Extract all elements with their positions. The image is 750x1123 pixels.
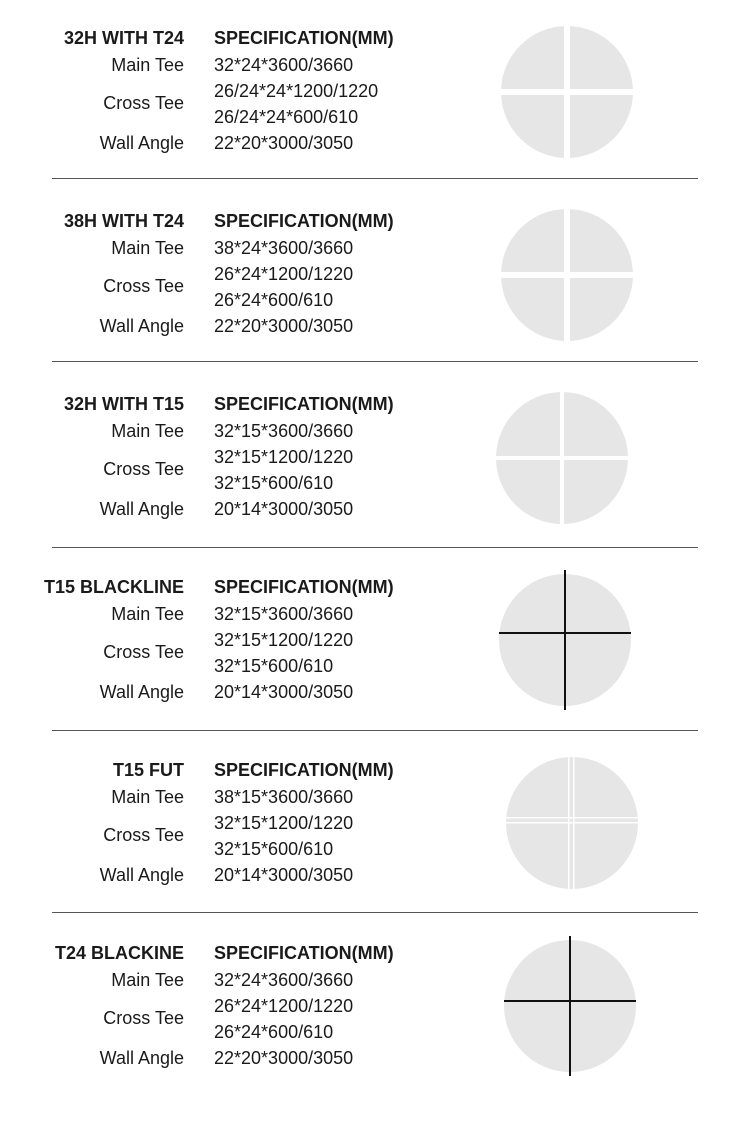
main-tee-spec: 38*24*3600/3660	[214, 238, 354, 258]
section-divider	[52, 912, 698, 913]
wall-angle-spec: 20*14*3000/3050	[214, 682, 354, 702]
section-divider	[52, 547, 698, 548]
main-tee-spec: 38*15*3600/3660	[214, 787, 354, 807]
cross-tee-spec-2: 26*24*600/610	[214, 290, 334, 310]
cross-tee-label: Cross Tee	[103, 1008, 184, 1028]
grid-panel-icon	[495, 570, 635, 710]
grid-panel-icon	[502, 753, 642, 893]
product-section	[0, 208, 750, 391]
wall-angle-spec: 20*14*3000/3050	[214, 499, 354, 519]
cross-tee-label: Cross Tee	[103, 642, 184, 662]
main-tee-label: Main Tee	[111, 787, 184, 807]
cross-tee-spec-1: 26*24*1200/1220	[214, 264, 354, 284]
main-tee-spec: 32*15*3600/3660	[214, 421, 354, 441]
cross-tee-spec-1: 32*15*1200/1220	[214, 813, 354, 833]
main-tee-label: Main Tee	[111, 421, 184, 441]
wall-angle-label: Wall Angle	[99, 499, 184, 519]
spec-header: SPECIFICATION(MM)	[214, 943, 394, 963]
cross-tee-label: Cross Tee	[103, 276, 184, 296]
cross-tee-spec-1: 32*15*1200/1220	[214, 447, 354, 467]
cross-tee-label: Cross Tee	[103, 825, 184, 845]
product-name: T24 BLACKINE	[54, 943, 184, 963]
cross-tee-spec-1: 26*24*1200/1220	[214, 996, 354, 1016]
wall-angle-spec: 22*20*3000/3050	[214, 316, 354, 336]
main-tee-label: Main Tee	[111, 970, 184, 990]
main-tee-label: Main Tee	[111, 55, 184, 75]
main-tee-spec: 32*24*3600/3660	[214, 55, 354, 75]
product-section	[0, 940, 750, 1123]
spec-header: SPECIFICATION(MM)	[214, 760, 394, 780]
product-name: 32H WITH T15	[63, 394, 184, 414]
wall-angle-spec: 20*14*3000/3050	[214, 865, 354, 885]
wall-angle-spec: 22*20*3000/3050	[214, 1048, 354, 1068]
grid-panel-icon	[492, 388, 632, 528]
spec-header: SPECIFICATION(MM)	[214, 577, 394, 597]
wall-angle-label: Wall Angle	[99, 682, 184, 702]
cross-tee-spec-1: 26/24*24*1200/1220	[214, 81, 379, 101]
wall-angle-label: Wall Angle	[99, 133, 184, 153]
main-tee-spec: 32*15*3600/3660	[214, 604, 354, 624]
wall-angle-label: Wall Angle	[99, 316, 184, 336]
main-tee-spec: 32*24*3600/3660	[214, 970, 354, 990]
cross-tee-spec-2: 32*15*600/610	[214, 656, 334, 676]
product-name: 32H WITH T24	[63, 28, 184, 48]
wall-angle-spec: 22*20*3000/3050	[214, 133, 354, 153]
grid-panel-icon	[497, 205, 637, 345]
grid-panel-icon	[497, 22, 637, 162]
cross-tee-spec-2: 26/24*24*600/610	[214, 107, 359, 127]
cross-tee-spec-2: 32*15*600/610	[214, 473, 334, 493]
cross-tee-spec-2: 26*24*600/610	[214, 1022, 334, 1042]
cross-tee-spec-2: 32*15*600/610	[214, 839, 334, 859]
product-name: T15 BLACKLINE	[43, 577, 184, 597]
cross-tee-label: Cross Tee	[103, 459, 184, 479]
cross-tee-spec-1: 32*15*1200/1220	[214, 630, 354, 650]
spec-header: SPECIFICATION(MM)	[214, 28, 394, 48]
product-name: 38H WITH T24	[63, 211, 184, 231]
main-tee-label: Main Tee	[111, 604, 184, 624]
wall-angle-label: Wall Angle	[99, 865, 184, 885]
spec-header: SPECIFICATION(MM)	[214, 394, 394, 414]
section-divider	[52, 730, 698, 731]
wall-angle-label: Wall Angle	[99, 1048, 184, 1068]
grid-panel-icon	[500, 936, 640, 1076]
main-tee-label: Main Tee	[111, 238, 184, 258]
section-divider	[52, 178, 698, 179]
product-section	[0, 25, 750, 208]
spec-header: SPECIFICATION(MM)	[214, 211, 394, 231]
cross-tee-label: Cross Tee	[103, 93, 184, 113]
product-name: T15 FUT	[112, 760, 184, 780]
section-divider	[52, 361, 698, 362]
